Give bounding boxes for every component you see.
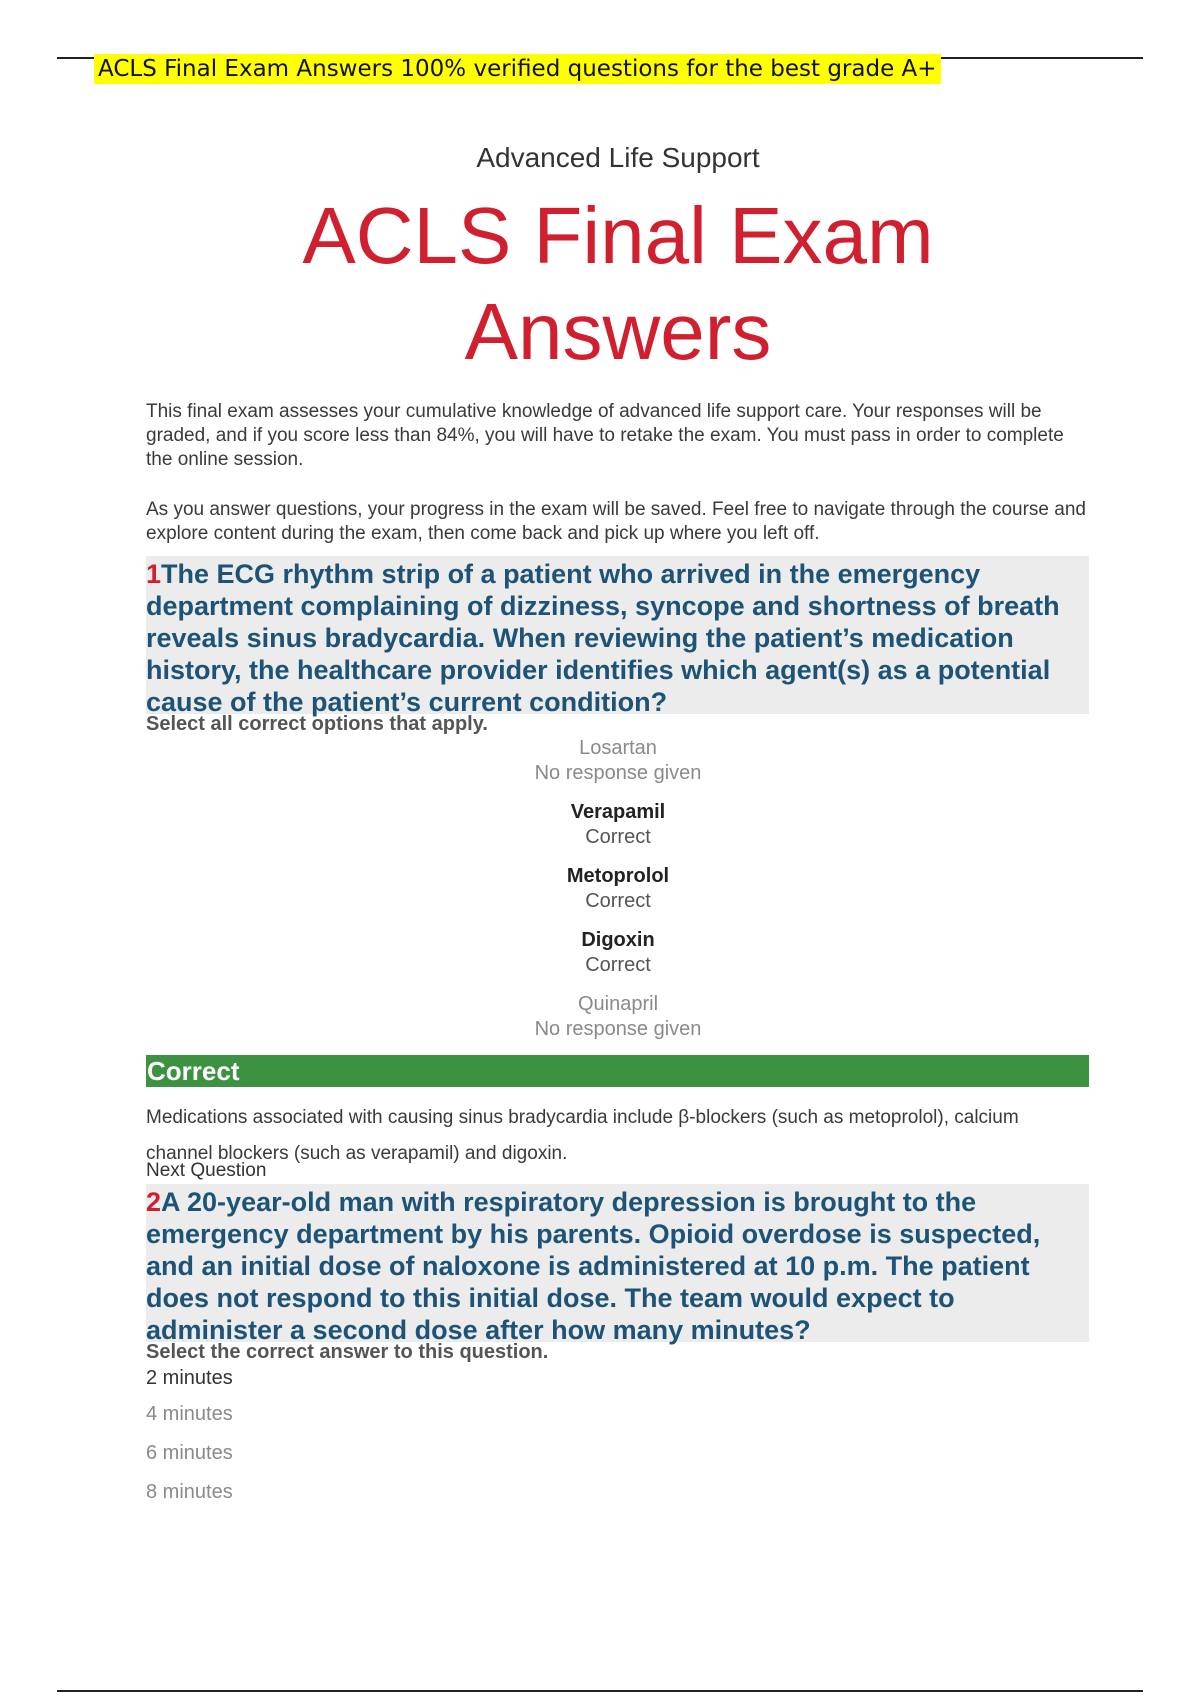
answer-option[interactable] xyxy=(400,800,836,850)
question-instruction: Select the correct answer to this question. xyxy=(146,1341,549,1363)
question-text: The ECG rhythm strip of a patient who arrived in the emergency department complaining of dizziness, syncope and shortness of breath reveals sinus bradycardia. When reviewing the patient’s medication history, the healthcare provider identifies which agent(s) as a potential cause of the patient’s current condition? xyxy=(146,559,1060,717)
option-status: Correct xyxy=(585,826,651,848)
option-label: Quinapril xyxy=(577,993,659,1015)
result-banner: Correct xyxy=(146,1055,1089,1087)
highlighted-banner: ACLS Final Exam Answers 100% verified questions for the best grade A+ xyxy=(94,54,941,84)
title-line-2: Answers xyxy=(464,287,772,376)
answer-option[interactable]: 2 minutes xyxy=(146,1367,233,1389)
answer-option[interactable] xyxy=(400,736,836,786)
question-1 xyxy=(146,556,1089,717)
option-label: Metoprolol xyxy=(566,865,670,887)
answer-options xyxy=(146,1366,233,1504)
question-text: A 20-year-old man with respiratory depression is brought to the emergency department by his parents. Opioid overdose is suspected, and an initial dose of naloxone is administered at 10 p.m. The patient does not respond to this initial dose. The team would expect to administer a second dose after how many minutes? xyxy=(146,1187,1041,1345)
next-question-link[interactable]: Next Question xyxy=(146,1160,267,1181)
answer-option[interactable] xyxy=(400,864,836,914)
question-number: 2 xyxy=(146,1187,162,1217)
option-status: No response given xyxy=(534,1018,702,1040)
intro-paragraph-2: As you answer questions, your progress in the exam will be saved. Feel free to navigate through the course and explore content during the exam, then come back and pick up where you left off. xyxy=(146,499,1086,544)
option-label: Digoxin xyxy=(581,929,655,951)
option-status: No response given xyxy=(534,762,702,784)
explanation-text: Medications associated with causing sinus bradycardia include β-blockers (such as metoprolol), calcium channel blockers (such as verapamil) and digoxin. xyxy=(146,1107,1019,1164)
question-2 xyxy=(146,1184,1089,1345)
option-label: Losartan xyxy=(579,737,657,759)
answer-option[interactable]: 4 minutes xyxy=(146,1403,233,1425)
option-label: Verapamil xyxy=(570,801,666,823)
question-number: 1 xyxy=(146,559,162,589)
title-line-1: ACLS Final Exam xyxy=(302,191,934,280)
option-status: Correct xyxy=(585,890,651,912)
answer-option[interactable] xyxy=(400,928,836,978)
option-status: Correct xyxy=(585,954,651,976)
question-instruction: Select all correct options that apply. xyxy=(146,713,488,735)
intro-paragraph-1: This final exam assesses your cumulative knowledge of advanced life support care. Your responses will be graded, and if you score less than 84%, you will have to retake the exam. You must pass in order to complete the online session. xyxy=(146,401,1064,470)
answer-option[interactable]: 8 minutes xyxy=(146,1481,233,1503)
bottom-rule xyxy=(57,1690,1143,1692)
answer-option[interactable] xyxy=(400,992,836,1042)
kicker-heading: Advanced Life Support xyxy=(476,142,760,173)
answer-option[interactable]: 6 minutes xyxy=(146,1442,233,1464)
page-title xyxy=(0,188,1200,380)
answer-options xyxy=(400,736,836,1042)
